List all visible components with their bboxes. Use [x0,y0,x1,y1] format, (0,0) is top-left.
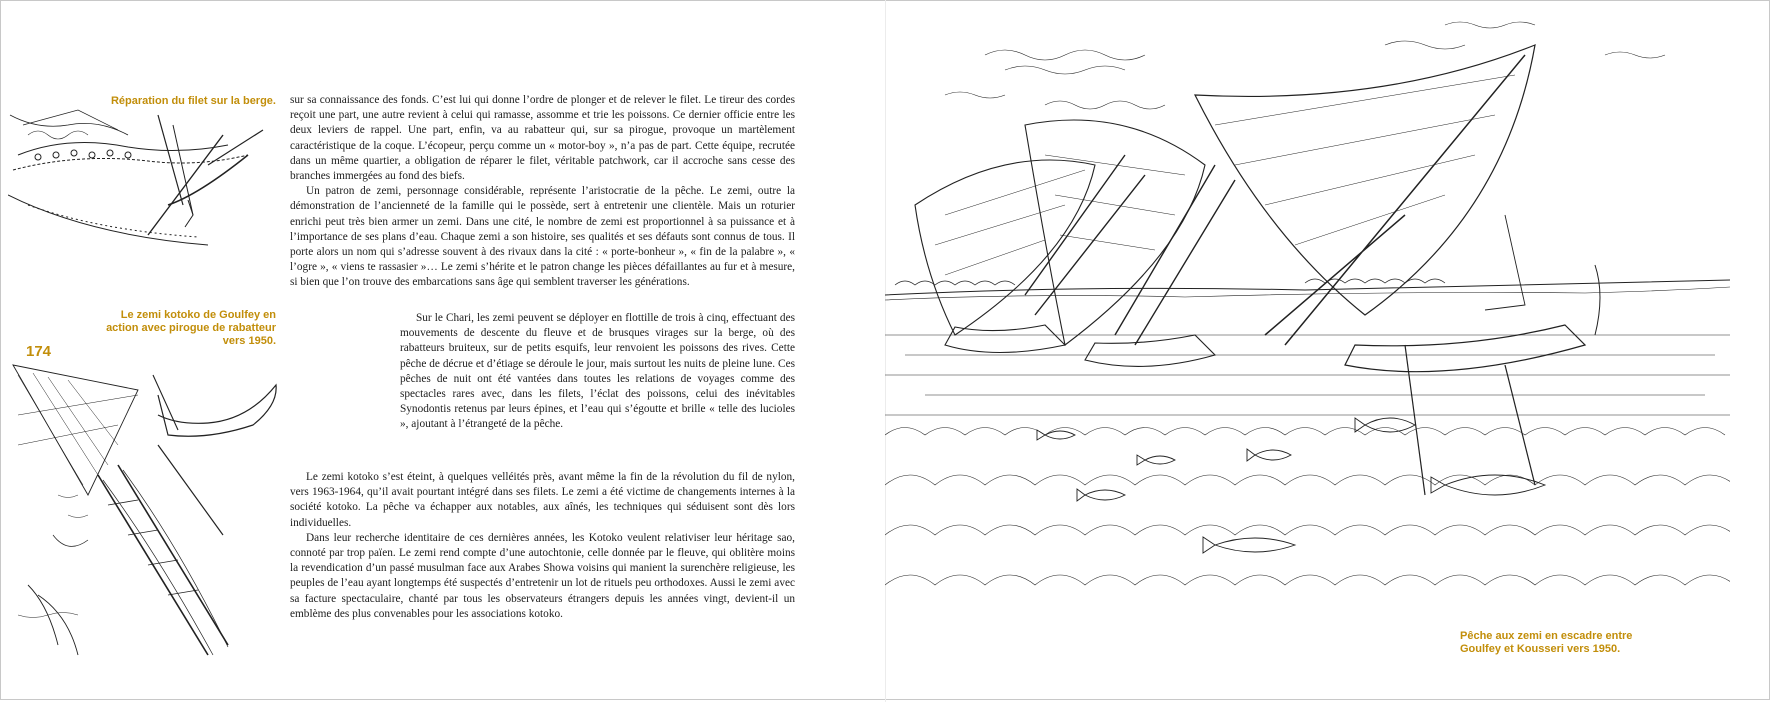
paragraph: Un patron de zemi, personnage considérable, représente l’aristocratie de la pêche. Le zemi, outre la démonstration de l’ancienneté de la famille qui le possède, sert à entretenir une clientèle. Mais un roturier enrichi peut très bien armer un zemi. Dans une cité, le nombre de zemi est proportionnel à sa puissance et à l’importance de ses plans d’eau. Chaque zemi a son histoire, ses qualités et ses défauts sont connus de tous. Il porte alors un nom qui s’adresse souvent à des rivaux dans la cité : « porte-bonheur », « fin de la palabre », « l’ogre », « viens te rassasier »… Le zemi s’hérite et le patron change les pièces défaillantes au fur et à mesure, si bien que l’on trouve des embarcations sans âge qui semblent traverser les générations. [290,185,795,289]
caption-net-repair: Réparation du filet sur la berge. [110,95,276,107]
body-text-bottom [290,470,795,622]
paragraph: Dans leur recherche identitaire de ces dernières années, les Kotoko veulent relativiser leur héritage sao, connoté par trop païen. Le zemi rend compte d’une autochtonie, celle donnée par le fleuve, qui oblitère moins la revendication d’un passé musulman face aux Arabes Showa voisins qui manient la surenchère religieuse, les peuples de l’eau ayant longtemps été suspectés d’entretenir un lot de rituels peu orthodoxes. Aussi le zemi avec sa facture spectaculaire, chanté par tous les observateurs étrangers depuis les années vingt, devient-il un emblème des plus convenables pour les associations kotoko. [290,531,795,620]
illustration-zemi-kotoko [8,355,283,675]
paragraph: Le zemi kotoko s’est éteint, à quelques velléités près, avant même la fin de la révolution du fil de nylon, vers 1963-1964, qu’il avait pourtant intégré dans ses filets. Le zemi a été victime de changements internes à la société kotoko. La pêche va échapper aux notables, aux aînés, les techniques qui séduisent sont dès lors individuelles. [290,471,795,529]
illustration-net-repair [8,95,278,260]
illustration-zemi-fleet [885,15,1730,627]
paragraph: Sur le Chari, les zemi peuvent se déployer en flottille de trois à cinq, effectuant des mouvements de descente du fleuve et de brusques virages sur la berge, où des rabatteurs bruiteux, sur de petits esquifs, leur renvoient les poissons des rives. Cette pêche de décrue et d’étiage se déroule le jour, mais surtout les nuits de pleine lune. Ces pêches de nuit ont été vantées dans toutes les relations de voyages comme des spectacles rares avec, dans les filets, l’éclat des poissons, celui des inévitables Synodontis retenus par leurs épines, et l’eau qui s’égoutte et brille « telle des lucioles », ajoutant à l’étrangeté de la pêche. [400,312,795,431]
body-text-top [290,93,795,291]
caption-zemi-kotoko: Le zemi kotoko de Goulfey en action avec pirogue de rabatteur vers 1950. [106,309,276,347]
body-text-middle [400,311,795,433]
page-number: 174 [26,343,52,360]
caption-zemi-fleet: Pêche aux zemi en escadre entre Goulfey et Kousseri vers 1950. [1460,630,1633,655]
paragraph: sur sa connaissance des fonds. C’est lui qui donne l’ordre de plonger et de relever le filet. Le tireur des cordes reçoit une part, une autre revient à celui qui ramasse, assomme et trie les poissons. Ce dernier officie entre les deux leviers de rappel. Une part, enfin, va au rabatteur qui, sur sa pirogue, provoque un martèlement caractéristique de la coque. L’écopeur, perçu comme un « motor-boy », n’a pas de part. Cette équipe, recrutée dans un même quartier, a obligation de réparer le filet, véritable patchwork, car il accroche sans cesse des branches immergées au fond des biefs. [290,94,795,183]
